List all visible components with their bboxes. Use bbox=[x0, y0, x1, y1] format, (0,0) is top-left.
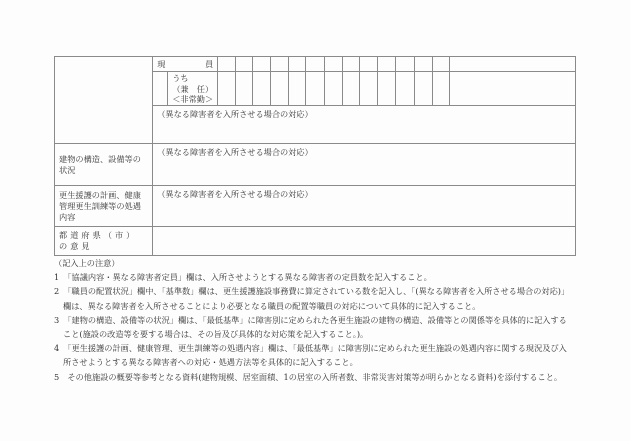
note-item-4 bbox=[54, 341, 584, 355]
staff-count-cell[interactable] bbox=[377, 72, 395, 106]
staff-section-label-cell bbox=[55, 57, 153, 144]
staff-total-cell[interactable] bbox=[449, 72, 575, 106]
staff-count-cell[interactable] bbox=[289, 72, 306, 106]
staff-count-cell[interactable] bbox=[271, 57, 289, 72]
note-text-continued: 欄は、異なる障害者を入所させることにより必要となる職員の配置等職員の対応について具体的に記入すること。 bbox=[63, 300, 481, 311]
staff-count-cell[interactable] bbox=[236, 72, 253, 106]
note-text: 「協議内容・異なる障害者定員」欄は、入所させようとする異なる障害者の定員数を記入すること。 bbox=[67, 272, 432, 283]
staff-count-cell[interactable] bbox=[432, 57, 449, 72]
staff-count-cell[interactable] bbox=[218, 57, 236, 72]
staff-count-cell[interactable] bbox=[414, 72, 432, 106]
indent-spacer bbox=[153, 72, 168, 105]
treatment-note-text: （異なる障害者を入所させる場合の対応） bbox=[157, 189, 313, 199]
opinion-label-cell bbox=[55, 227, 153, 256]
note-number: 3 bbox=[54, 314, 60, 325]
staff-count-cell[interactable] bbox=[218, 72, 236, 106]
note-number: 5 bbox=[54, 371, 60, 382]
building-row bbox=[55, 144, 576, 186]
note-text: その他施設の概要等参考となる資料(建物規模、居室面積、1の居室の入所者数、非常災害対策等が明らかとなる資料)を添付すること。 bbox=[67, 371, 563, 382]
label-in: 員 bbox=[205, 58, 214, 69]
opinion-row bbox=[55, 227, 576, 256]
note-text: 「更生援護の計画、健康管理、更生訓練等の処遇内容」欄は、「最低基準」に障害別に定められた更生施設の処遇内容に関する現況及び入 bbox=[67, 343, 567, 354]
staff-count-cell[interactable] bbox=[324, 57, 342, 72]
staff-count-cell[interactable] bbox=[271, 72, 289, 106]
staff-count-cell[interactable] bbox=[236, 57, 253, 72]
staff-count-cell[interactable] bbox=[359, 72, 377, 106]
staff-count-cell[interactable] bbox=[253, 57, 271, 72]
note-text-continued: 所させようとする異なる障害者への対応・処遇方法等を具体的に記入すること。 bbox=[63, 357, 358, 368]
staff-current-label bbox=[153, 57, 218, 72]
staff-count-cell[interactable] bbox=[432, 72, 449, 106]
staff-count-cell[interactable] bbox=[342, 57, 359, 72]
opinion-label: 都道府県（市）の意見 bbox=[59, 230, 138, 251]
notes-heading: （記入上の注意） bbox=[54, 258, 120, 268]
note-item-5 bbox=[54, 370, 584, 384]
treatment-label: 更生援護の計画、健康管理更生訓練等の処遇内容 bbox=[59, 189, 141, 222]
staff-note-cell[interactable] bbox=[153, 106, 576, 144]
staff-count-cell[interactable] bbox=[395, 57, 414, 72]
entry-notes bbox=[54, 256, 584, 384]
note-number: 1 bbox=[54, 272, 60, 283]
staff-count-cell[interactable] bbox=[414, 57, 432, 72]
sub-label-line: うち bbox=[172, 73, 189, 83]
sub-label-line: （兼 任） bbox=[172, 83, 214, 94]
staff-count-cell[interactable] bbox=[289, 57, 306, 72]
staff-count-cell[interactable] bbox=[377, 57, 395, 72]
building-note-text: （異なる障害者を入所させる場合の対応） bbox=[157, 147, 313, 157]
staff-count-cell[interactable] bbox=[342, 72, 359, 106]
treatment-note-cell[interactable] bbox=[153, 186, 576, 227]
label-gen: 現 bbox=[157, 58, 166, 69]
note-text: 「職員の配置状況」欄中、「基準数」欄は、更生援護施設事務費に算定されている数を記入し、「(異なる障害者を入所させる場合の対応)」 bbox=[67, 286, 570, 297]
note-number: 2 bbox=[54, 286, 60, 297]
staff-concurrent-label bbox=[153, 72, 218, 106]
note-item-3 bbox=[54, 313, 584, 327]
building-label: 建物の構造、設備等の状況 bbox=[59, 153, 141, 175]
staff-form-table bbox=[54, 56, 576, 256]
note-number: 4 bbox=[54, 343, 60, 354]
treatment-row bbox=[55, 186, 576, 227]
note-text: 「建物の構造、設備等の状況」欄は、「最低基準」に障害別に定められた各更生施設の建物の構造、設備等との関係等を具体的に記入する bbox=[67, 314, 567, 325]
building-note-cell[interactable] bbox=[153, 144, 576, 186]
staff-count-cell[interactable] bbox=[324, 72, 342, 106]
note-item-1 bbox=[54, 270, 584, 284]
treatment-label-cell bbox=[55, 186, 153, 227]
staff-count-cell[interactable] bbox=[395, 72, 414, 106]
staff-count-cell[interactable] bbox=[306, 57, 324, 72]
sub-label-line: ＜非常勤＞ bbox=[172, 94, 214, 104]
building-label-cell bbox=[55, 144, 153, 186]
note-text-continued: こと(施設の改造等を要する場合は、その旨及び具体的な対応策を記入すること。)。 bbox=[63, 329, 369, 340]
note-item-2 bbox=[54, 284, 584, 298]
staff-note-text: （異なる障害者を入所させる場合の対応） bbox=[157, 109, 313, 119]
staff-count-cell[interactable] bbox=[306, 72, 324, 106]
staff-count-cell[interactable] bbox=[253, 72, 271, 106]
staff-count-cell[interactable] bbox=[359, 57, 377, 72]
opinion-value-cell[interactable] bbox=[153, 227, 576, 256]
staff-total-cell[interactable] bbox=[449, 57, 575, 72]
staff-current-row bbox=[55, 57, 576, 72]
